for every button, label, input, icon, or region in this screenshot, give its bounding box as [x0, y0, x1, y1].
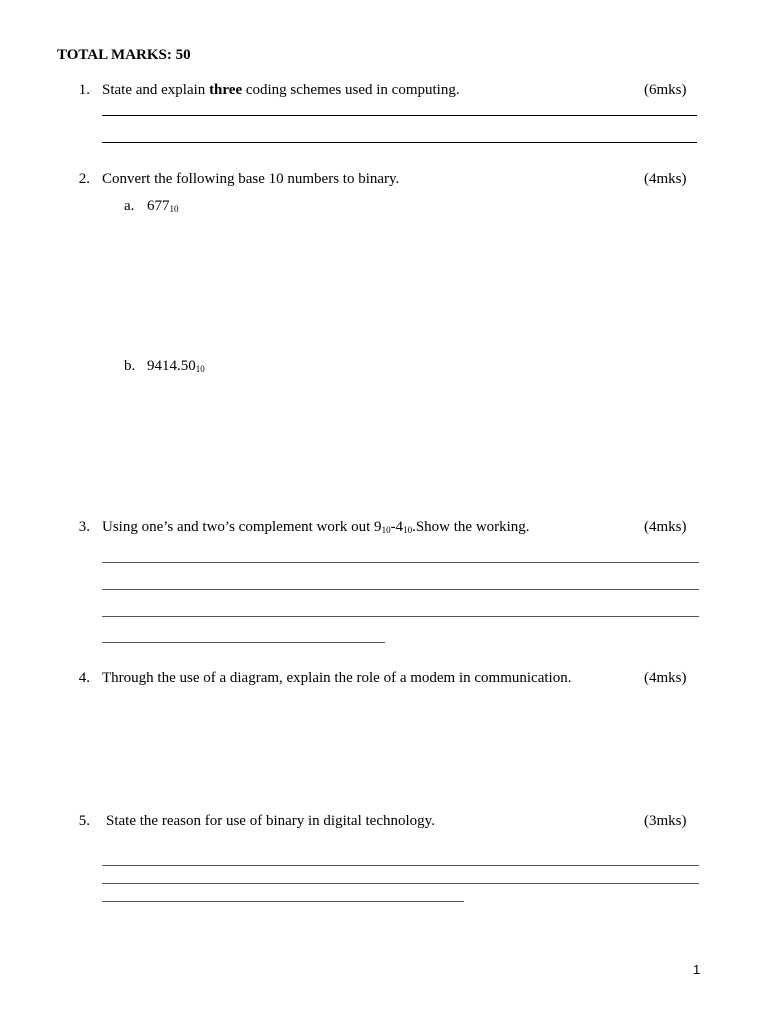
- question-1-text-before: State and explain: [102, 82, 210, 98]
- total-marks-heading: TOTAL MARKS: 50: [57, 47, 191, 63]
- answer-line: [102, 865, 699, 866]
- question-2a-number: 677: [147, 198, 170, 214]
- question-4-text: Through the use of a diagram, explain the role of a modem in communication.: [102, 670, 572, 686]
- question-1-marks: (6mks): [644, 82, 687, 98]
- question-1-text: [102, 82, 460, 99]
- question-5-number: 5.: [78, 813, 90, 829]
- page-number: 1: [693, 962, 701, 977]
- answer-line: [102, 115, 697, 116]
- answer-line: [102, 883, 699, 884]
- question-2b-number: 9414.50: [147, 358, 196, 374]
- question-3-text: [102, 519, 530, 536]
- question-5-text: State the reason for use of binary in digital technology.: [106, 813, 435, 829]
- question-3-base-2: 10: [403, 525, 413, 535]
- question-4-number: 4.: [78, 670, 90, 686]
- question-1-text-after: coding schemes used in computing.: [242, 82, 460, 98]
- question-1-text-bold: three: [209, 82, 243, 98]
- question-2a-value: [147, 198, 179, 215]
- answer-line: [102, 616, 699, 617]
- question-2b-label: b.: [124, 358, 136, 374]
- question-2a-label: a.: [124, 198, 135, 214]
- question-2-number: 2.: [78, 171, 90, 187]
- answer-line: [102, 642, 385, 643]
- question-5-marks: (3mks): [644, 813, 687, 829]
- question-3-text-before: Using one’s and two’s complement work out 9: [102, 519, 382, 535]
- question-3-number: 3.: [78, 519, 90, 535]
- answer-line: [102, 562, 699, 563]
- question-2-text: Convert the following base 10 numbers to binary.: [102, 171, 400, 187]
- question-3-base-1: 10: [381, 525, 391, 535]
- question-2b-base: 10: [195, 364, 205, 374]
- question-2b-value: [147, 358, 205, 375]
- answer-line: [102, 901, 464, 902]
- question-3-marks: (4mks): [644, 519, 687, 535]
- question-3-text-after: .Show the working.: [412, 519, 530, 535]
- question-2-marks: (4mks): [644, 171, 687, 187]
- question-2a-base: 10: [169, 204, 179, 214]
- question-4-marks: (4mks): [644, 670, 687, 686]
- answer-line: [102, 589, 699, 590]
- question-1-number: 1.: [78, 82, 90, 98]
- question-3-text-mid: -4: [390, 519, 404, 535]
- answer-line: [102, 142, 697, 143]
